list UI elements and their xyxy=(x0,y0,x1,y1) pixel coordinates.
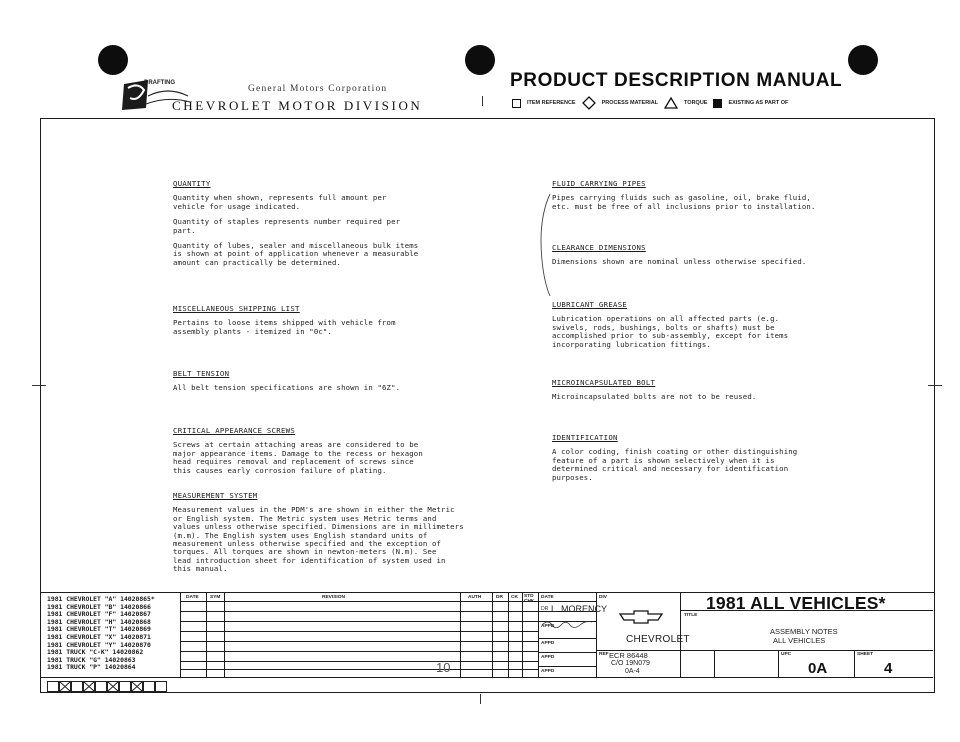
section-paragraph: Pipes carrying fluids such as gasoline, oil, brake fluid, etc. must be free of all inclusions prior to installation. xyxy=(552,193,816,211)
grid-line xyxy=(41,677,933,678)
legend-label: PROCESS MATERIAL xyxy=(601,100,659,106)
grid-line xyxy=(538,593,539,677)
signature xyxy=(540,613,596,632)
left-margin-tick xyxy=(32,385,46,386)
ref-number: ECR 86448 xyxy=(609,651,648,660)
model-row: 1981 CHEVROLET "X" 14020871 xyxy=(47,632,151,641)
section-heading: BELT TENSION xyxy=(173,369,230,378)
diamond-icon xyxy=(582,96,596,110)
section-paragraph: Microincapsulated bolts are not to be reused. xyxy=(552,392,757,402)
col-header-ck: CK xyxy=(511,595,518,600)
note-section-belt-tension xyxy=(173,370,513,400)
section-paragraph: Quantity of staples represents number required per part. xyxy=(173,217,401,235)
grid-line xyxy=(180,641,538,642)
note-section-clearance xyxy=(552,244,862,274)
symbol-legend xyxy=(512,96,788,110)
section-paragraph: Screws at certain attaching areas are considered to be major appearance items. Damage to the recess or hexagon head requires removal and replacement of screws since this causes early corrosion failure of plating. xyxy=(173,440,423,475)
section-paragraph: All belt tension specifications are shown in "6Z". xyxy=(173,383,401,393)
note-section-fluid-pipes xyxy=(552,180,862,218)
section-paragraph: A color coding, finish coating or other distinguishing feature of a part is shown selectively when it is determined critical and necessary for identification purposes. xyxy=(552,447,798,482)
grid-line xyxy=(180,593,181,677)
svg-text:DRAFTING: DRAFTING xyxy=(144,80,175,86)
square-outline-icon xyxy=(512,99,521,108)
corporation-name: General Motors Corporation xyxy=(248,84,388,94)
model-row: 1981 TRUCK "G" 14020863 xyxy=(47,655,136,664)
model-row: 1981 CHEVROLET "B" 14020866 xyxy=(47,602,151,611)
note-section-microincapsulated xyxy=(552,379,862,409)
grid-line xyxy=(180,651,538,652)
section-heading: CRITICAL APPEARANCE SCREWS xyxy=(173,426,296,435)
ref-number: 0A-4 xyxy=(625,668,640,675)
approval-label: APPD xyxy=(541,624,555,629)
col-header-std: STD CHK xyxy=(524,594,535,604)
sheet-label: SHEET xyxy=(857,652,873,657)
grid-line xyxy=(538,638,596,639)
note-section-quantity xyxy=(173,180,513,274)
grid-line xyxy=(180,631,538,632)
ref-number: C/O 19N079 xyxy=(611,660,650,667)
grid-line xyxy=(206,593,207,677)
legend-label: ITEM REFERENCE xyxy=(527,100,576,106)
top-center-tick xyxy=(482,96,483,106)
grid-line xyxy=(778,650,779,677)
sheet-main-title: 1981 ALL VEHICLES* xyxy=(706,593,886,613)
note-section-lubricant xyxy=(552,301,862,356)
grid-line xyxy=(492,593,493,677)
chevrolet-bowtie-icon xyxy=(618,609,664,629)
date-label: DATE xyxy=(541,595,554,600)
bottom-center-tick xyxy=(480,694,481,704)
col-header-revision: REVISION xyxy=(322,595,345,600)
manual-title: PRODUCT DESCRIPTION MANUAL xyxy=(510,70,843,91)
col-header-dr: DR xyxy=(496,595,503,600)
division-name: CHEVROLET MOTOR DIVISION xyxy=(172,98,423,113)
section-heading: CLEARANCE DIMENSIONS xyxy=(552,243,646,252)
div-label: DIV xyxy=(599,595,607,600)
filled-square-icon xyxy=(713,99,722,108)
binder-hole-center xyxy=(465,45,495,75)
section-heading: FLUID CARRYING PIPES xyxy=(552,179,646,188)
section-heading: MISCELLANEOUS SHIPPING LIST xyxy=(173,304,300,313)
model-list xyxy=(47,596,155,672)
upc-value: 0A xyxy=(808,660,828,677)
section-heading: MEASUREMENT SYSTEM xyxy=(173,491,258,500)
title-label: TITLE xyxy=(684,613,698,618)
col-header-auth: AUTH xyxy=(468,595,482,600)
triangle-icon xyxy=(664,97,678,109)
drafter-name: L. MORENCY xyxy=(551,604,608,614)
sheet-number: 4 xyxy=(884,660,893,677)
grid-line xyxy=(180,621,538,622)
grid-line xyxy=(224,593,225,677)
grid-line xyxy=(538,652,596,653)
division-brand: CHEVROLET xyxy=(626,634,690,645)
grid-line xyxy=(460,593,461,677)
note-section-shipping xyxy=(173,305,513,343)
model-row: 1981 TRUCK "P" 14020864 xyxy=(47,663,136,672)
dr-label: DR xyxy=(541,606,549,612)
section-paragraph: Lubrication operations on all affected parts (e.g. swivels, rods, bushings, bolts or shafts) must be accomplished prior to sub-assembly, except for items incorporating lubrication fittings. xyxy=(552,314,789,349)
grid-line xyxy=(714,650,715,677)
legend-label: TORQUE xyxy=(684,100,708,106)
right-margin-tick xyxy=(928,385,942,386)
col-header-date: DATE xyxy=(186,595,199,600)
grid-line xyxy=(538,666,596,667)
grid-line xyxy=(508,593,509,677)
grid-line xyxy=(180,669,538,670)
model-row: 1981 CHEVROLET "F" 14020867 xyxy=(47,610,151,619)
approval-label: APPD xyxy=(541,655,555,660)
approval-label: APPD xyxy=(541,669,555,674)
grid-line xyxy=(854,650,855,677)
section-paragraph: Pertains to loose items shipped with vehicle from assembly plants - itemized in "0c". xyxy=(173,318,396,336)
approval-stamp-strip xyxy=(47,681,177,692)
model-row: 1981 CHEVROLET "A" 14020865* xyxy=(47,595,155,603)
model-row: 1981 TRUCK "C-K" 14020862 xyxy=(47,648,144,657)
upc-label: UPC xyxy=(781,652,792,657)
binder-hole-right xyxy=(848,45,878,75)
section-paragraph: Dimensions shown are nominal unless otherwise specified. xyxy=(552,257,807,267)
sheet-subtitle: ALL VEHICLES xyxy=(773,636,826,645)
section-paragraph: Quantity when shown, represents full amount per vehicle for usage indicated. xyxy=(173,193,387,211)
grid-line xyxy=(180,611,538,612)
page-mark: 10 xyxy=(436,660,451,675)
section-paragraph: Measurement values in the PDM's are shown in either the Metric or English system. The Metric system uses Metric terms and values unless otherwise specified. Dimensions are in millimeters (m.m). The English system uses English standard units of measurement unless otherwise specified and the exception of torques. All torques are shown in newton-meters (N.m). See lead introduction sheet for identification of system used in this manual. xyxy=(173,505,464,574)
note-section-measurement xyxy=(173,492,513,581)
ref-label: REF xyxy=(599,652,609,657)
section-heading: IDENTIFICATION xyxy=(552,433,618,442)
model-row: 1981 CHEVROLET "H" 14020868 xyxy=(47,617,151,626)
note-section-identification xyxy=(552,434,862,489)
section-heading: LUBRICANT GREASE xyxy=(552,300,628,309)
model-row: 1981 CHEVROLET "T" 14020869 xyxy=(47,625,151,634)
col-header-sym: SYM xyxy=(210,595,221,600)
binder-hole-left xyxy=(98,45,128,75)
section-heading: QUANTITY xyxy=(173,179,211,188)
model-row: 1981 CHEVROLET "Y" 14020870 xyxy=(47,640,151,649)
grid-line xyxy=(180,661,538,662)
legend-label: EXISTING AS PART OF xyxy=(728,100,789,106)
section-heading: MICROINCAPSULATED BOLT xyxy=(552,378,656,387)
grid-line xyxy=(522,593,523,677)
sheet-subtitle: ASSEMBLY NOTES xyxy=(770,627,838,636)
approval-label: APPD xyxy=(541,641,555,646)
margin-bracket xyxy=(536,190,552,300)
section-paragraph: Quantity of lubes, sealer and miscellaneous bulk items is shown at point of application whenever a measurable amount can practically be determined. xyxy=(173,241,419,267)
note-section-appearance-screws xyxy=(173,427,513,482)
